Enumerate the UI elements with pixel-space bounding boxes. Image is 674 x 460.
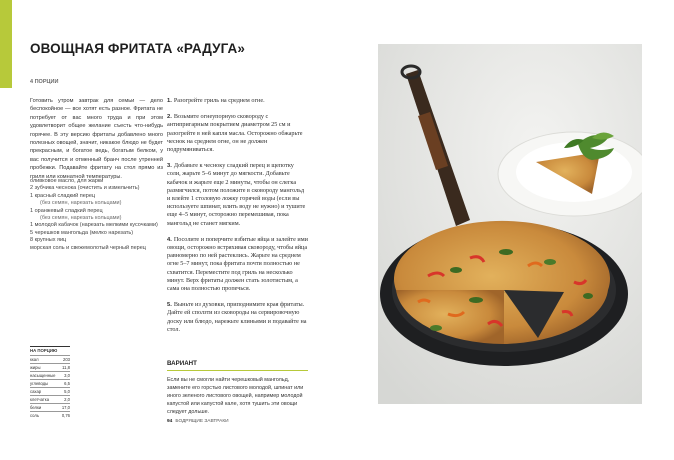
nutrition-label: соль bbox=[30, 412, 60, 420]
nutrition-label: сахар bbox=[30, 388, 60, 396]
ingredient-item: 1 оранжевый сладкий перец bbox=[30, 207, 103, 214]
variant-title: ВАРИАНТ bbox=[167, 360, 308, 371]
method-step bbox=[167, 301, 308, 334]
nutrition-row bbox=[30, 388, 70, 396]
ingredients-list bbox=[30, 178, 165, 252]
nutrition-row bbox=[30, 380, 70, 388]
nutrition-label: клетчатка bbox=[30, 396, 60, 404]
nutrition-row bbox=[30, 372, 70, 380]
method-step bbox=[167, 236, 308, 293]
frittata-illustration bbox=[378, 44, 642, 404]
intro-paragraph: Готовить утром завтрак для семьи — дело беспокойное — все хотят есть разное. Фритата не потребует от вас много труда и при этом удовлетворит общее желание съесть что-нибудь горячее. В эту версию фритаты добавлено много полезных овощей, значит, никакое блюдо не будет прекрасным, и богатое ведь, богатым белком, у вас получится и отменный бранч после утренней пробежки. Подавайте фритату на стол прямо из гриля или комнатной температуры. bbox=[30, 98, 163, 180]
servings-label: 4 ПОРЦИИ bbox=[30, 79, 59, 85]
recipe-title: ОВОЩНАЯ ФРИТАТА «РАДУГА» bbox=[30, 41, 245, 56]
nutrition-row bbox=[30, 404, 70, 412]
nutrition-value: 11,8 bbox=[62, 365, 70, 370]
nutrition-label: жиры bbox=[30, 364, 60, 372]
nutrition-label: насыщенные bbox=[30, 372, 60, 380]
ingredient-item: 8 крупных яиц bbox=[30, 237, 67, 244]
step-number: 4. bbox=[167, 236, 172, 243]
ingredient-item: 2 зубчика чеснока (очистить и измельчить) bbox=[30, 185, 140, 192]
accent-bar bbox=[0, 0, 12, 88]
nutrition-label: ккал bbox=[30, 356, 60, 364]
page-footer bbox=[167, 419, 229, 424]
nutrition-value: 3,0 bbox=[60, 372, 70, 380]
step-number: 2. bbox=[167, 114, 172, 121]
method-steps bbox=[167, 97, 308, 342]
nutrition-label: углеводы bbox=[30, 380, 60, 388]
nutrition-value: 203 bbox=[60, 356, 70, 364]
variant-box bbox=[167, 360, 308, 416]
ingredient-note: (без семян, нарезать кольцами) bbox=[40, 200, 122, 207]
method-step bbox=[167, 113, 308, 154]
ingredient-note: (без семян, нарезать кольцами) bbox=[40, 215, 122, 222]
step-text: Возьмите огнеупорную сковороду с антипригарным покрытием диаметром 25 см и разогрейте в ней капля масла. Осторожно обжарьте чеснок на среднем огне, он не должен подрумяниваться. bbox=[167, 113, 303, 154]
nutrition-row bbox=[30, 396, 70, 404]
nutrition-value: 6,5 bbox=[60, 380, 70, 388]
ingredient-item: 5 черешков мангольда (мелко нарезать) bbox=[30, 229, 134, 236]
nutrition-row bbox=[30, 356, 70, 364]
ingredient-item: морская соль и свежемолотый черный перец bbox=[30, 244, 146, 251]
nutrition-value: 17,0 bbox=[61, 405, 70, 410]
ingredient-item: оливковое масло, для жарки bbox=[30, 178, 104, 184]
method-step bbox=[167, 97, 308, 105]
page-number: 94 bbox=[167, 419, 173, 424]
step-text: Посолите и поперчите взбитые яйца и залейте ими овощи, осторожно встряхивая сковороду, чтобы яйца равномерно по ней растеклись. Жарьте на среднем огне 5–7 минут, пока фритата почти полностью не схватится. Переместите под гриль на несколько минут. Верх фритаты должен стать золотистым, а сама она полностью пропечься. bbox=[167, 235, 308, 293]
ingredient-item: 1 красный сладкий перец bbox=[30, 192, 96, 199]
section-name: БОДРЯЩИЕ ЗАВТРАКИ bbox=[175, 419, 229, 424]
frittata-photo bbox=[378, 44, 642, 404]
step-text: Добавьте к чесноку сладкий перец и щепотку соли, жарьте 5–6 минут до мягкости. Добавьте кабачок и жарьте еще 2 минуты, чтобы он слегка размягчился, потом положите в сковороду мангольд и влейте 1 столовую ложку горячей воды (если вы используете шпинат, влить воду не нужно) и тушите еще 4–5 минут, осторожно перемешивая, пока мангольд не станет мягким. bbox=[167, 162, 306, 227]
nutrition-value: 0,76 bbox=[61, 413, 70, 418]
step-text: Выньте из духовки, приподнимите края фритаты. Дайте ей сползти из сковороды на сервировочную доску или блюдо, нарежьте клиньями и подавайте на стол. bbox=[167, 301, 307, 333]
nutrition-row bbox=[30, 364, 70, 372]
ingredient-item: 1 молодой кабачок (нарезать мелкими кусочками) bbox=[30, 222, 158, 229]
nutrition-table bbox=[30, 346, 70, 419]
step-number: 5. bbox=[167, 302, 172, 309]
step-text: Разогрейте гриль на среднем огне. bbox=[173, 97, 265, 104]
nutrition-label: белки bbox=[30, 404, 60, 412]
nutrition-value: 5,0 bbox=[60, 388, 70, 396]
nutrition-value: 2,0 bbox=[60, 396, 70, 404]
variant-text: Если вы не смогли найти черешковый мангольд, замените его горстью листового молодой, шпинат или иного зеленого листового овощей, например молодой капустой или капустой кале, хотя тушить эти овощи следует дольше. bbox=[167, 377, 304, 415]
nutrition-row bbox=[30, 412, 70, 420]
method-step bbox=[167, 162, 308, 228]
step-number: 1. bbox=[167, 98, 172, 104]
step-number: 3. bbox=[167, 163, 172, 170]
nutrition-header: НА ПОРЦИЮ bbox=[30, 347, 70, 356]
